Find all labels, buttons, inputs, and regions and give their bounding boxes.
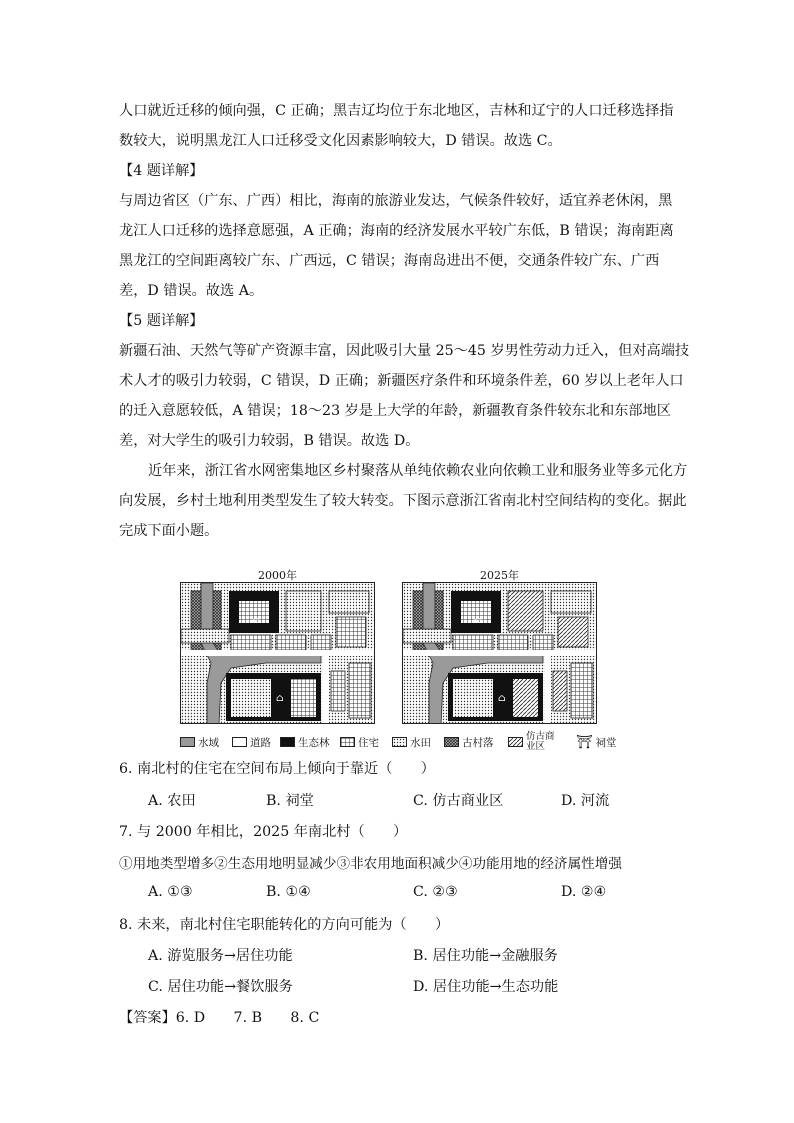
text-line: 术人才的吸引力较弱，C 错误，D 正确；新疆医疗条件和环境条件差，60 岁以上老年人口	[119, 373, 684, 389]
legend-label: 水域	[198, 736, 219, 749]
legend-shrine	[576, 732, 617, 752]
map-title-2025: 2025年	[480, 569, 519, 582]
text-line: 数较大，说明黑龙江人口迁移受文化因素影响较大，D 错误。故选 C。	[119, 133, 562, 149]
q7-statements: ①用地类型增多②生态用地明显减少③非农用地面积减少④功能用地的经济属性增强	[119, 856, 622, 872]
text-line: 差，对大学生的吸引力较弱，B 错误。故选 D。	[119, 433, 420, 449]
question-6: 6. 南北村的住宅在空间布局上倾向于靠近（ ）	[119, 761, 435, 777]
map-2000	[180, 582, 375, 724]
paddy-swatch	[392, 737, 407, 747]
text-line: 向发展，乡村土地利用类型发生了较大转变。下图示意浙江省南北村空间结构的变化。据此	[119, 493, 687, 509]
road-swatch	[232, 737, 247, 747]
section-heading-5: 【5 题详解】	[119, 313, 204, 329]
legend-road	[232, 732, 271, 752]
q6-option-a[interactable]: A. 农田	[148, 793, 196, 809]
answer-line: 【答案】6. D 7. B 8. C	[119, 1010, 320, 1026]
svg-text:⌂: ⌂	[498, 693, 506, 704]
water-swatch	[180, 737, 195, 747]
solution-text	[119, 96, 690, 546]
commercial-swatch	[508, 737, 523, 747]
q8-option-b[interactable]: B. 居住功能→金融服务	[413, 948, 558, 964]
legend-old-village	[444, 732, 494, 752]
text-line: 的迁入意愿较低，A 错误；18～23 岁是上大学的年龄，新疆教育条件较东北和东部地区	[119, 403, 671, 419]
question-8: 8. 未来，南北村住宅职能转化的方向可能为（ ）	[119, 917, 450, 933]
legend-label: 道路	[250, 736, 271, 749]
map-title-2000: 2000年	[258, 569, 297, 582]
q8-option-a[interactable]: A. 游览服务→居住功能	[148, 948, 293, 964]
map-legend	[180, 732, 620, 752]
q6-option-b[interactable]: B. 祠堂	[266, 793, 314, 809]
q6-option-c[interactable]: C. 仿古商业区	[413, 793, 504, 809]
legend-label: 仿古商业区	[526, 731, 555, 752]
svg-text:⌂: ⌂	[276, 693, 284, 704]
map-2025	[402, 582, 597, 724]
section-heading-4: 【4 题详解】	[119, 163, 204, 179]
shrine-icon: ⛩	[576, 734, 593, 750]
legend-label: 水田	[410, 736, 431, 749]
text-line: 与周边省区（广东、广西）相比，海南的旅游业发达，气候条件较好，适宜养老休闲，黑	[119, 193, 673, 209]
text-line: 人口就近迁移的倾向强，C 正确；黑吉辽均位于东北地区，吉林和辽宁的人口迁移选择指	[119, 103, 674, 119]
legend-label: 生态林	[298, 736, 330, 749]
q8-option-c[interactable]: C. 居住功能→餐饮服务	[148, 979, 293, 995]
q7-option-a[interactable]: A. ①③	[148, 884, 193, 900]
text-line: 新疆石油、天然气等矿产资源丰富，因此吸引大量 25～45 岁男性劳动力迁入，但对高端技	[119, 343, 690, 359]
text-line: 完成下面小题。	[119, 523, 219, 539]
forest-swatch	[280, 737, 295, 747]
legend-commercial	[508, 732, 568, 752]
village-map-figure	[180, 567, 620, 757]
q7-option-d[interactable]: D. ②④	[561, 884, 607, 900]
q7-option-c[interactable]: C. ②③	[413, 884, 458, 900]
q7-option-b[interactable]: B. ①④	[266, 884, 311, 900]
legend-label: 住宅	[358, 736, 379, 749]
text-line: 黑龙江的空间距离较广东、广西远，C 错误；海南岛进出不便，交通条件较广东、广西	[119, 253, 660, 269]
question-7: 7. 与 2000 年相比，2025 年南北村（ ）	[119, 824, 408, 840]
q6-option-d[interactable]: D. 河流	[561, 793, 610, 809]
legend-paddy	[392, 732, 431, 752]
legend-label: 祠堂	[595, 736, 617, 749]
legend-housing	[340, 732, 379, 752]
text-line: 差，D 错误。故选 A。	[119, 283, 264, 299]
legend-water	[180, 732, 219, 752]
text-line: 近年来，浙江省水网密集地区乡村聚落从单纯依赖农业向依赖工业和服务业等多元化方	[148, 463, 688, 479]
legend-forest	[280, 732, 330, 752]
svg-text:⌂: ⌂	[252, 615, 260, 626]
text-line: 龙江人口迁移的选择意愿强，A 正确；海南的经济发展水平较广东低，B 错误；海南距离	[119, 223, 674, 239]
housing-swatch	[340, 737, 355, 747]
old-village-swatch	[444, 737, 459, 747]
q8-option-d[interactable]: D. 居住功能→生态功能	[413, 979, 559, 995]
svg-text:⌂: ⌂	[474, 615, 482, 626]
legend-label: 古村落	[462, 736, 494, 749]
